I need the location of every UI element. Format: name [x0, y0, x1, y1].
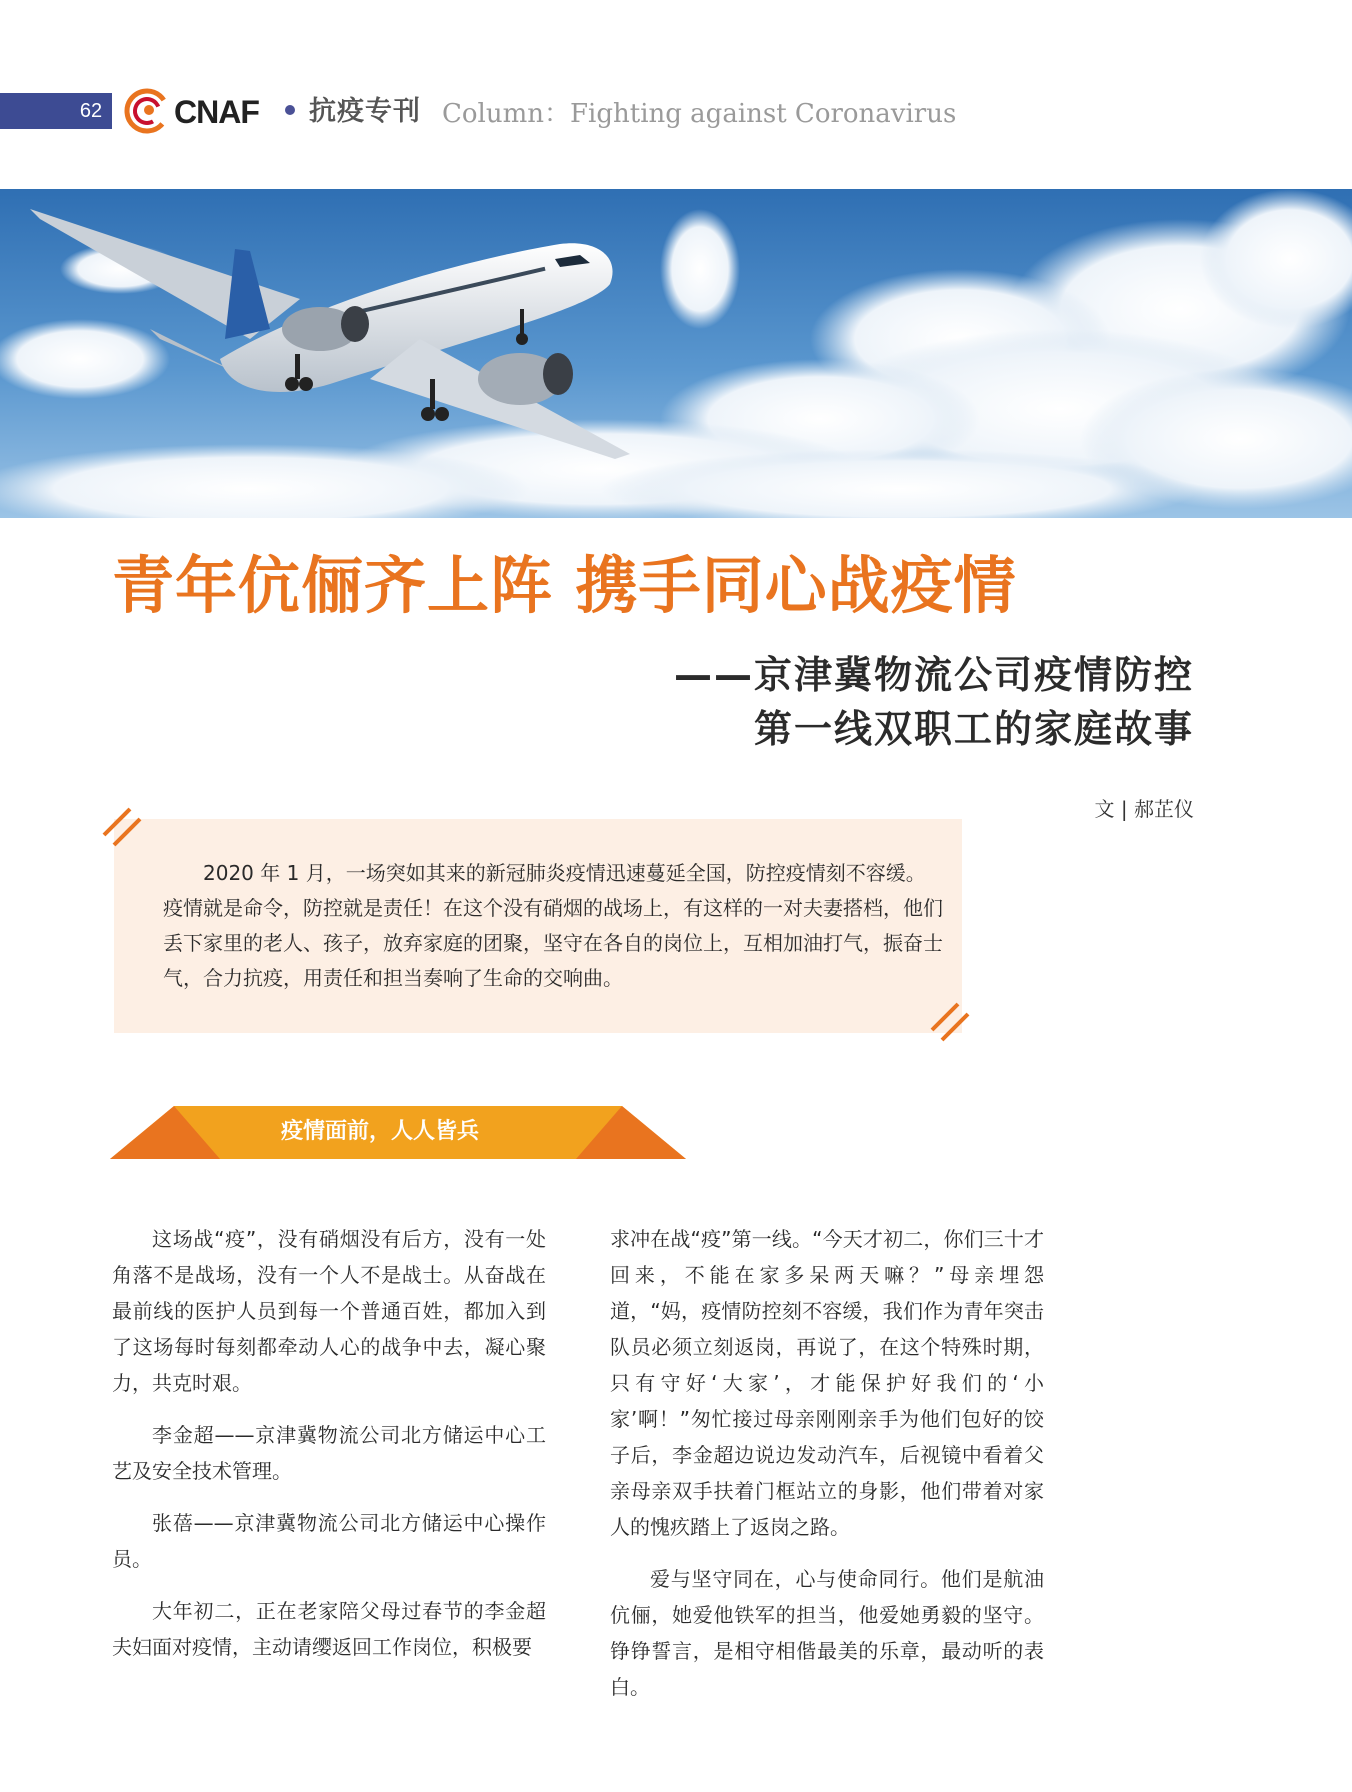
body-paragraph: 爱与坚守同在，心与使命同行。他们是航油伉俪，她爱他铁军的担当，他爱她勇毅的坚守。铮铮誓言，是相守相偕最美的乐章，最动听的表白。 [610, 1567, 1044, 1699]
section-name-zh: 抗疫专刊 [309, 96, 421, 127]
article-subtitle [674, 648, 1194, 756]
article-title: 青年伉俪齐上阵 携手同心战疫情 [112, 549, 1017, 622]
subtitle-line-1: ——京津冀物流公司疫情防控 [673, 653, 1194, 697]
logo-text: CNAF [174, 94, 259, 130]
body-paragraph: 李金超——京津冀物流公司北方储运中心工艺及安全技术管理。 [112, 1423, 546, 1483]
body-column-left [112, 1221, 546, 1681]
intro-paragraph: 2020 年 1 月，一场突如其来的新冠肺炎疫情迅速蔓延全国，防控疫情刻不容缓。疫情就是命令，防控就是责任！在这个没有硝烟的战场上，有这样的一对夫妻搭档，他们丢下家里的老人、孩子，放弃家庭的团聚，坚守在各自的岗位上，互相加油打气，振奋士气，合力抗疫，用责任和担当奏响了生命的交响曲。 [163, 861, 943, 990]
body-column-right [610, 1221, 1044, 1721]
corner-stripes-icon [100, 805, 146, 851]
body-paragraph: 张蓓——京津冀物流公司北方储运中心操作员。 [112, 1511, 546, 1571]
author-byline: 文 | 郝芷仪 [1094, 797, 1194, 821]
page-number: 62 [79, 100, 103, 122]
body-paragraph: 求冲在战“疫”第一线。“今天才初二，你们三十才回来，不能在家多呆两天嘛？”母亲埋怨道，“妈，疫情防控刻不容缓，我们作为青年突击队员必须立刻返岗，再说了，在这个特殊时期，只有守好‘大家’，才能保护好我们的‘小家’啊！”匆忙接过母亲刚刚亲手为他们包好的饺子后，李金超边说边发动汽车，后视镜中看着父亲母亲双手扶着门框站立的身影，他们带着对家人的愧疚踏上了返岗之路。 [610, 1227, 1044, 1539]
body-paragraph: 这场战“疫”，没有硝烟没有后方，没有一处角落不是战场，没有一个人不是战士。从奋战在最前线的医护人员到每一个普通百姓，都加入到了这场每时每刻都牵动人心的战争中去，凝心聚力，共克时艰。 [112, 1227, 546, 1395]
hero-airplane-image [0, 189, 1352, 518]
body-paragraph: 大年初二，正在老家陪父母过春节的李金超夫妇面对疫情，主动请缨返回工作岗位，积极要 [112, 1599, 546, 1659]
section-name-en: Column：Fighting against Coronavirus [442, 99, 957, 129]
header-separator-dot [285, 105, 295, 115]
intro-text [163, 856, 943, 996]
cnaf-logo-icon [124, 88, 170, 134]
subtitle-line-2: 第一线双职工的家庭故事 [753, 707, 1194, 751]
corner-stripes-icon [928, 1000, 974, 1046]
section-heading: 疫情面前，人人皆兵 [280, 1119, 479, 1144]
